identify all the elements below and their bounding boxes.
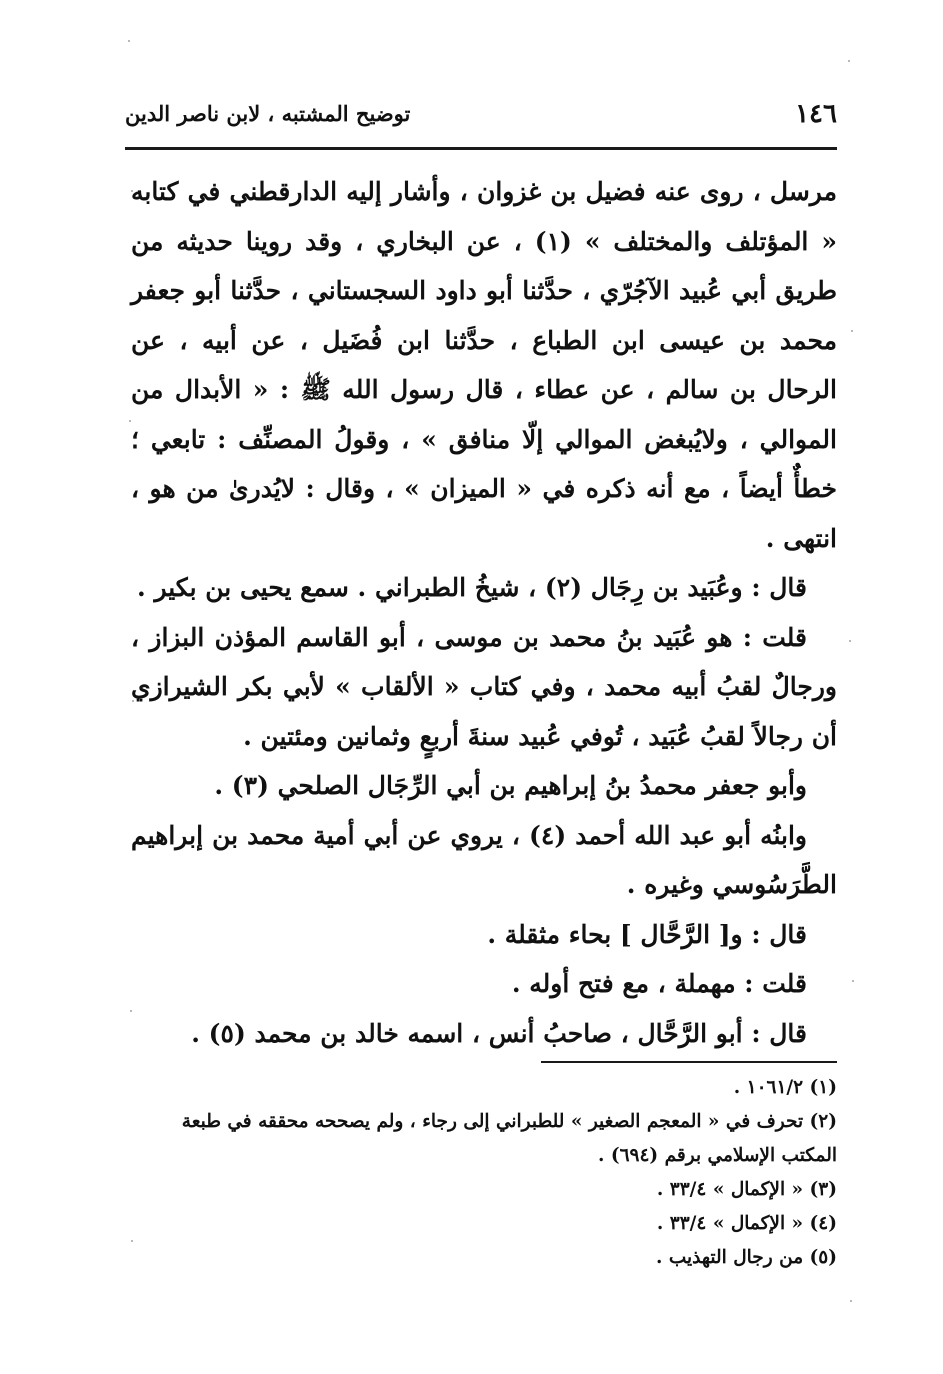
paragraph-5: وابنُه أبو عبد الله أحمد (٤) ، يروي عن أبي أمية محمد بن إبراهيم الطَّرَسُوسي وغيره . — [131, 820, 837, 899]
footnotes — [131, 1071, 837, 1275]
main-text — [131, 167, 837, 1058]
book-page — [125, 85, 837, 1315]
paragraph-4: وأبو جعفر محمدُ بنُ إبراهيم بن أبي الرِّجَال الصلحي (٣) . — [214, 771, 807, 800]
paragraph-1: مرسل ، روى عنه فضيل بن غزوان ، وأشار إليه الدارقطني في كتابه « المؤتلف والمختلف » (١) ، عن البخاري ، وقد روينا حديثه من طريق أبي عُبيد الآجُرّي ، حدَّثنا أبو داود السجستاني ، حدَّثنا أبو جعفر محمد بن عيسى ابن الطباع ، حدَّثنا ابن فُضَيل ، عن أبيه ، عن الرحال بن سالم ، عن عطاء ، قال رسول الله ﷺ : « الأبدال من الموالي ، ولايُبغض الموالي إلّا منافق » ، وقولُ المصنِّف : تابعي ؛ خطأٌ أيضاً ، مع أنه ذكره في « الميزان » ، وقال : لايُدرىٰ من هو ، انتهى . — [131, 177, 837, 553]
footnote-3: (٣) « الإكمال » ٣٣/٤ . — [656, 1179, 837, 1200]
running-title: توضيح المشتبه ، لابن ناصر الدين — [125, 101, 411, 126]
page-number: ١٤٦ — [795, 99, 837, 129]
paragraph-7: قلت : مهملة ، مع فتح أوله . — [511, 969, 807, 998]
page-header — [125, 85, 837, 143]
paragraph-2: قال : وعُبَيد بن رِجَال (٢) ، شيخُ الطبراني . سمع يحيى بن بكير . — [137, 573, 807, 602]
paragraph-6: قال : و[ الرَّحَّال ] بحاء مثقلة . — [487, 919, 807, 949]
footnote-1: (١) ١٠٦١/٢ . — [733, 1077, 837, 1098]
footnote-2: (٢) تحرف في « المعجم الصغير » للطبراني إلى رجاء ، ولم يصححه محققه في طبعة المكتب الإسلامي برقم (٦٩٤) . — [181, 1111, 837, 1166]
footnote-5: (٥) من رجال التهذيب . — [655, 1247, 837, 1268]
header-rule — [125, 147, 837, 150]
paragraph-3: قلت : هو عُبَيد بنُ محمد بن موسى ، أبو القاسم المؤذن البزاز ، ورجالٌ لقبُ أبيه محمد ، وفي كتاب « الألقاب » لأبي بكر الشيرازي أن رجالاً لقبُ عُبَيد ، تُوفي عُبيد سنةَ أربعٍ وثمانين ومئتين . — [131, 622, 837, 751]
footnote-4: (٤) « الإكمال » ٣٣/٤ . — [656, 1213, 837, 1234]
footnote-separator — [541, 1061, 837, 1063]
paragraph-8: قال : أبو الرَّحَّال ، صاحبُ أنس ، اسمه خالد بن محمد (٥) . — [191, 1018, 807, 1048]
